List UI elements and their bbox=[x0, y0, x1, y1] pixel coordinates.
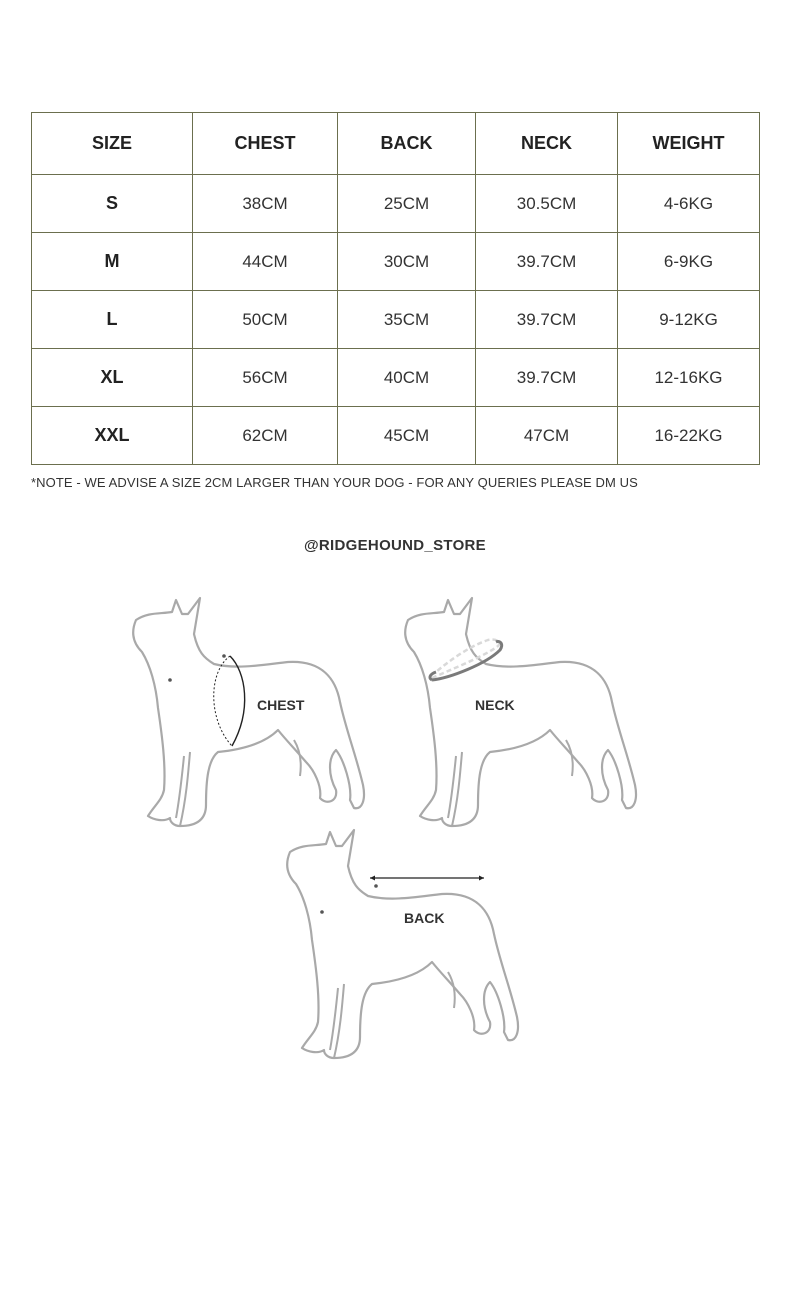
neck-cell: 30.5CM bbox=[476, 175, 618, 233]
chest-cell: 56CM bbox=[193, 349, 338, 407]
chest-measure-line-back bbox=[214, 656, 232, 746]
size-cell: L bbox=[32, 291, 193, 349]
size-cell: XL bbox=[32, 349, 193, 407]
table-row bbox=[32, 233, 760, 291]
neck-label: NECK bbox=[475, 697, 515, 713]
store-handle: @RIDGEHOUND_STORE bbox=[304, 537, 486, 554]
chest-diagram bbox=[133, 598, 364, 826]
size-cell: S bbox=[32, 175, 193, 233]
chest-cell: 44CM bbox=[193, 233, 338, 291]
size-chart-table bbox=[31, 112, 760, 465]
chest-cell: 50CM bbox=[193, 291, 338, 349]
dog-silhouette-neck bbox=[405, 598, 636, 826]
size-cell: XXL bbox=[32, 407, 193, 465]
chest-measure-line bbox=[230, 656, 245, 746]
back-marker-dot bbox=[320, 910, 324, 914]
weight-cell: 9-12KG bbox=[618, 291, 760, 349]
back-diagram bbox=[287, 830, 518, 1058]
dog-silhouette-back bbox=[287, 830, 518, 1058]
header-size: SIZE bbox=[32, 113, 193, 175]
chest-cell: 38CM bbox=[193, 175, 338, 233]
back-cell: 35CM bbox=[338, 291, 476, 349]
neck-cell: 47CM bbox=[476, 407, 618, 465]
sizing-note: *NOTE - WE ADVISE A SIZE 2CM LARGER THAN YOUR DOG - FOR ANY QUERIES PLEASE DM US bbox=[31, 475, 638, 490]
chest-marker-dot bbox=[168, 678, 172, 682]
neck-cell: 39.7CM bbox=[476, 233, 618, 291]
table-row bbox=[32, 291, 760, 349]
header-back: BACK bbox=[338, 113, 476, 175]
chest-marker-dot bbox=[222, 654, 226, 658]
neck-cell: 39.7CM bbox=[476, 349, 618, 407]
neck-cell: 39.7CM bbox=[476, 291, 618, 349]
dog-silhouette-chest bbox=[133, 598, 364, 826]
header-chest: CHEST bbox=[193, 113, 338, 175]
chest-label: CHEST bbox=[257, 697, 305, 713]
back-cell: 40CM bbox=[338, 349, 476, 407]
size-cell: M bbox=[32, 233, 193, 291]
back-cell: 25CM bbox=[338, 175, 476, 233]
neck-diagram bbox=[405, 598, 636, 826]
back-measure-arrow-right bbox=[479, 876, 484, 881]
chest-cell: 62CM bbox=[193, 407, 338, 465]
weight-cell: 4-6KG bbox=[618, 175, 760, 233]
back-cell: 30CM bbox=[338, 233, 476, 291]
table-row bbox=[32, 407, 760, 465]
header-neck: NECK bbox=[476, 113, 618, 175]
weight-cell: 6-9KG bbox=[618, 233, 760, 291]
back-marker-dot bbox=[374, 884, 378, 888]
weight-cell: 12-16KG bbox=[618, 349, 760, 407]
back-measure-arrow-left bbox=[370, 876, 375, 881]
header-weight: WEIGHT bbox=[618, 113, 760, 175]
table-header-row bbox=[32, 113, 760, 175]
back-cell: 45CM bbox=[338, 407, 476, 465]
measurement-diagrams bbox=[0, 580, 790, 1070]
table-row bbox=[32, 175, 760, 233]
back-label: BACK bbox=[404, 910, 445, 926]
weight-cell: 16-22KG bbox=[618, 407, 760, 465]
table-row bbox=[32, 349, 760, 407]
